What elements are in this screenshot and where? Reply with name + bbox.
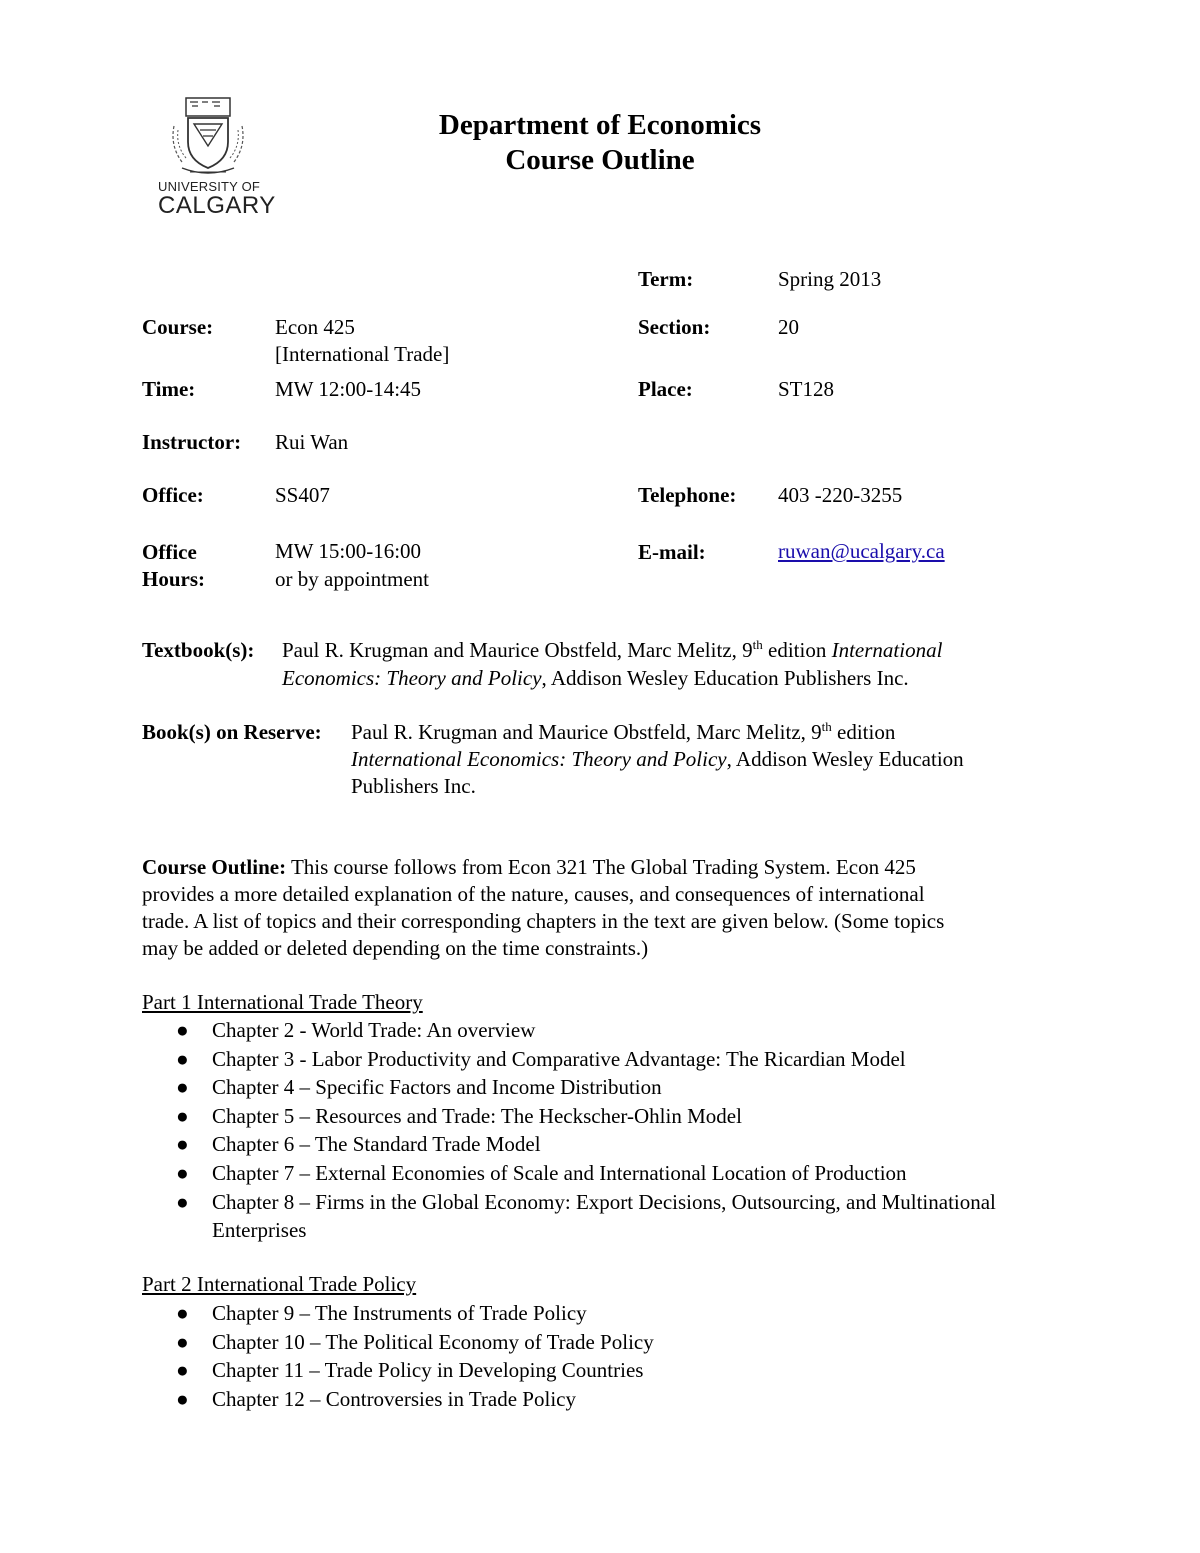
bullet-icon: ●: [176, 1103, 189, 1128]
reserve-line-2: [351, 745, 964, 773]
textbook-title-part1: International: [831, 638, 943, 662]
reserve-line-1: [351, 718, 895, 746]
textbook-authors: Paul R. Krugman and Maurice Obstfeld, Marc Melitz, 9: [282, 638, 753, 662]
place-value: ST128: [778, 377, 835, 401]
bullet-icon: ●: [176, 1132, 189, 1157]
time-value: MW 12:00-14:45: [275, 377, 422, 401]
chapter-text: Chapter 8 – Firms in the Global Economy: Export Decisions, Outsourcing, and Multinational Enterprises: [212, 1189, 996, 1243]
chapter-text: Chapter 4 – Specific Factors and Income Distribution: [212, 1075, 662, 1100]
logo-text-calgary: CALGARY: [158, 192, 276, 219]
course-value-code: Econ 425: [275, 315, 355, 339]
instructor-label: Instructor:: [142, 430, 242, 454]
office-hours-value-line2: or by appointment: [275, 567, 429, 591]
section-label: Section:: [638, 315, 711, 339]
email-label: E-mail:: [638, 540, 706, 564]
chapter-list-item: [142, 1188, 1022, 1245]
part1-chapter-list: [142, 1016, 1022, 1245]
reserve-edition-word: edition: [831, 720, 896, 744]
reserve-label: Book(s) on Reserve:: [142, 720, 322, 744]
part2-chapter-list: [142, 1299, 1022, 1413]
telephone-label: Telephone:: [638, 483, 737, 507]
university-crest-icon: [168, 96, 248, 178]
university-logo: [158, 96, 276, 222]
part2-title: Part 2 International Trade Policy: [142, 1272, 417, 1296]
chapter-list-item: [142, 1045, 1022, 1074]
chapter-list-item: [142, 1016, 1022, 1045]
chapter-list-item: [142, 1159, 1022, 1188]
bullet-icon: ●: [176, 1329, 189, 1354]
course-outline-text-1: This course follows from Econ 321 The Global Trading System. Econ 425: [286, 855, 916, 879]
chapter-list-item: [142, 1328, 1022, 1357]
part1-title: Part 1 International Trade Theory: [142, 990, 423, 1014]
textbook-edition-sup: th: [752, 637, 763, 652]
office-hours-value-line1: MW 15:00-16:00: [275, 539, 422, 563]
chapter-text: Chapter 6 – The Standard Trade Model: [212, 1132, 541, 1157]
course-outline-line-4: may be added or deleted depending on the time constraints.): [142, 936, 649, 960]
department-title: Department of Economics: [438, 109, 762, 141]
textbook-label: Textbook(s):: [142, 638, 255, 662]
chapter-text: Chapter 3 - Labor Productivity and Comparative Advantage: The Ricardian Model: [212, 1046, 906, 1071]
textbook-title-part2: Economics: Theory and Policy: [282, 666, 542, 690]
term-value: Spring 2013: [778, 267, 882, 291]
course-value-name: [International Trade]: [275, 342, 450, 366]
chapter-text: Chapter 5 – Resources and Trade: The Heckscher-Ohlin Model: [212, 1103, 742, 1128]
telephone-value: 403 -220-3255: [778, 483, 903, 507]
chapter-text: Chapter 11 – Trade Policy in Developing Countries: [212, 1358, 644, 1383]
logo-text-university-of: UNIVERSITY OF: [158, 179, 261, 194]
document-title: Course Outline: [505, 144, 695, 176]
bullet-icon: ●: [176, 1301, 189, 1325]
office-hours-label-line1: Office: [142, 540, 197, 564]
office-value: SS407: [275, 483, 330, 507]
reserve-line-3: Publishers Inc.: [351, 774, 476, 798]
reserve-publisher: , Addison Wesley Education: [726, 747, 964, 771]
bullet-icon: ●: [176, 1046, 189, 1071]
reserve-title: International Economics: Theory and Policy: [351, 747, 727, 771]
textbook-publisher: , Addison Wesley Education Publishers Inc.: [541, 666, 909, 690]
textbook-line-1: [282, 636, 942, 664]
chapter-text: Chapter 2 - World Trade: An overview: [212, 1018, 536, 1042]
chapter-text: Chapter 10 – The Political Economy of Trade Policy: [212, 1329, 654, 1354]
reserve-authors: Paul R. Krugman and Maurice Obstfeld, Marc Melitz, 9: [351, 720, 822, 744]
reserve-edition-sup: th: [821, 719, 832, 734]
term-label: Term:: [638, 267, 694, 291]
course-outline-line-2: provides a more detailed explanation of the nature, causes, and consequences of international: [142, 882, 925, 906]
chapter-text: Chapter 12 – Controversies in Trade Policy: [212, 1386, 576, 1411]
page-header: [300, 108, 900, 178]
office-hours-label-line2: Hours:: [142, 567, 205, 591]
email-link[interactable]: ruwan@ucalgary.ca: [778, 539, 945, 563]
section-value: 20: [778, 315, 799, 339]
course-outline-line-1: [142, 853, 916, 881]
place-label: Place:: [638, 377, 693, 401]
chapter-text: Chapter 9 – The Instruments of Trade Policy: [212, 1301, 587, 1325]
bullet-icon: ●: [176, 1386, 189, 1411]
chapter-list-item: [142, 1130, 1022, 1159]
chapter-list-item: [142, 1102, 1022, 1131]
instructor-value: Rui Wan: [275, 430, 349, 454]
chapter-list-item: [142, 1385, 1022, 1414]
bullet-icon: ●: [176, 1358, 189, 1383]
bullet-icon: ●: [176, 1189, 189, 1214]
chapter-list-item: [142, 1299, 1022, 1328]
time-label: Time:: [142, 377, 196, 401]
chapter-text: Chapter 7 – External Economies of Scale and International Location of Production: [212, 1160, 907, 1185]
course-outline-label: Course Outline:: [142, 855, 287, 879]
bullet-icon: ●: [176, 1018, 189, 1042]
textbook-line-2: [282, 664, 909, 692]
bullet-icon: ●: [176, 1160, 189, 1185]
bullet-icon: ●: [176, 1075, 189, 1100]
course-label: Course:: [142, 315, 214, 339]
textbook-edition-word: edition: [762, 638, 832, 662]
chapter-list-item: [142, 1356, 1022, 1385]
chapter-list-item: [142, 1073, 1022, 1102]
office-label: Office:: [142, 483, 204, 507]
course-outline-line-3: trade. A list of topics and their corresponding chapters in the text are given below. (Some topics: [142, 909, 945, 933]
